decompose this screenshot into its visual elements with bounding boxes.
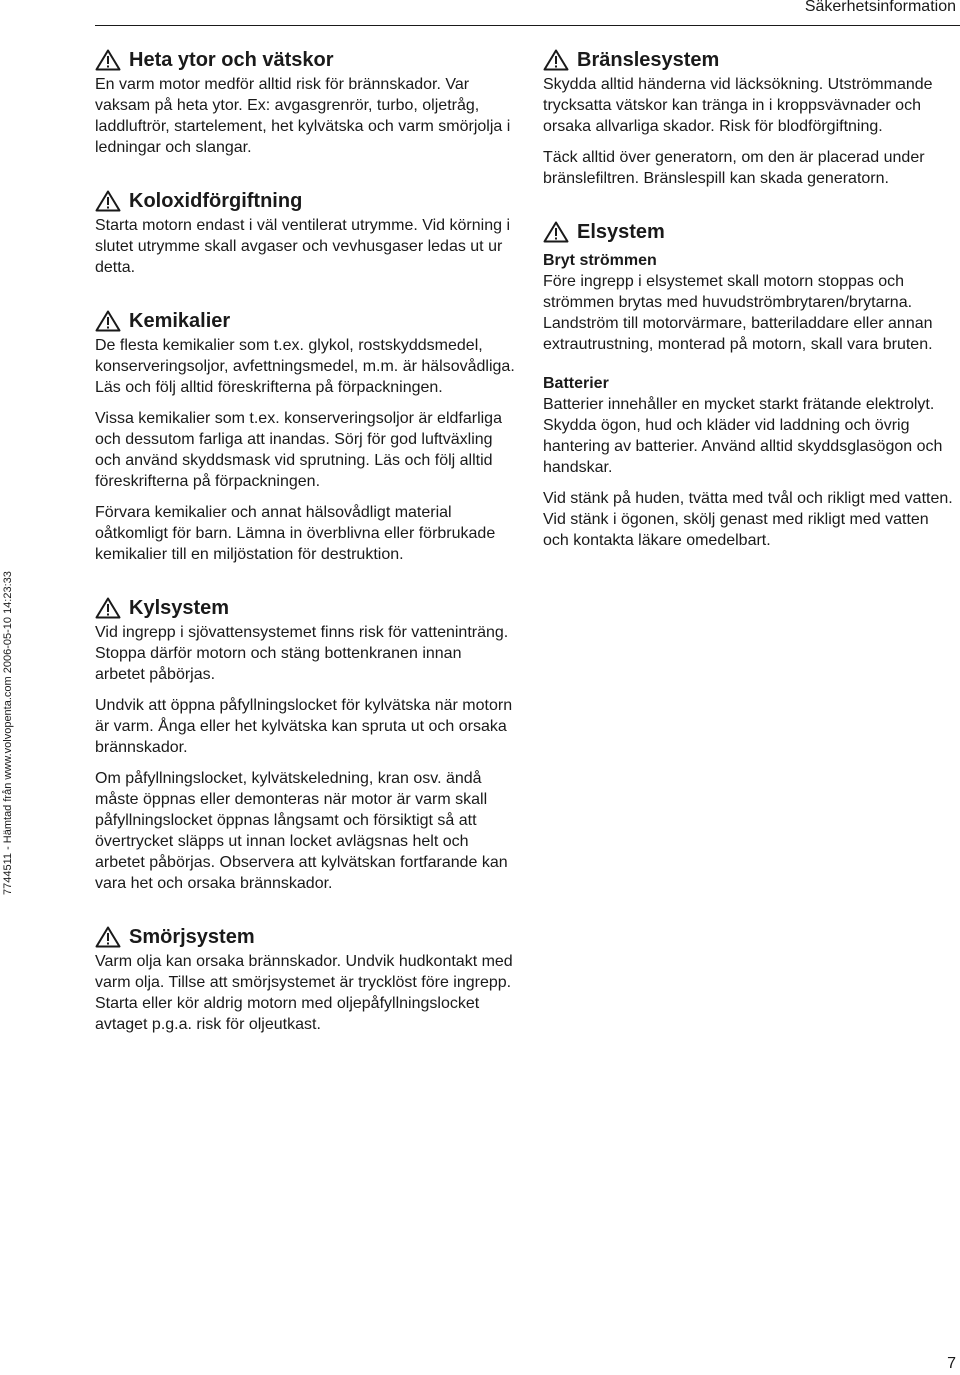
section-electrical-system (543, 220, 958, 551)
section-paragraph: En varm motor medför alltid risk för brännskador. Var vaksam på heta ytor. Ex: avgasgrenrör, turbo, oljetråg, laddluftrör, startelement, het kylvätska och varm smörjolja i ledningar och slangar. (95, 76, 511, 156)
section-title: Bränslesystem (577, 49, 720, 71)
section-chemicals (95, 309, 515, 565)
section-paragraph: Vid stänk på huden, tvätta med tvål och rikligt med vatten. Vid stänk i ögonen, skölj genast med rikligt med vatten och kontakta läkare omedelbart. (543, 490, 953, 549)
section-heading (95, 309, 515, 333)
section-lubrication-system (95, 925, 515, 1035)
section-paragraph: Om påfyllningslocket, kylvätskeledning, kran osv. ändå måste öppnas eller demonteras när motor är varm skall påfyllningslocket öppnas långsamt och försiktigt så att övertrycket släpps ut innan locket avlägsnas helt och arbetet påbörjas. Observera att kylvätskan fortfarande kan vara het och orsaka brännskador. (95, 770, 508, 892)
section-heading (95, 48, 515, 72)
section-title: Kemikalier (129, 310, 231, 332)
warning-triangle-icon (95, 926, 121, 948)
section-title: Kylsystem (129, 597, 230, 619)
warning-triangle-icon (95, 597, 121, 619)
left-column (95, 48, 515, 1066)
section-title: Elsystem (577, 221, 665, 243)
section-heading (543, 220, 958, 244)
section-paragraph: Före ingrepp i elsystemet skall motorn stoppas och strömmen brytas med huvudströmbrytaren/brytarna. Landström till motorvärmare, batteriladdare eller annan extrautrustning, monterad på motorn, skall vara bruten. (543, 273, 933, 353)
section-paragraph: De flesta kemikalier som t.ex. glykol, rostskyddsmedel, konserveringsoljor, avfettningsmedel, m.m. är hälsovådliga. Läs och följ alltid föreskrifterna på förpackningen. (95, 337, 515, 396)
right-column (543, 48, 958, 582)
warning-triangle-icon (95, 49, 121, 71)
section-fuel-system (543, 48, 958, 189)
page-number: 7 (947, 1355, 956, 1372)
warning-triangle-icon (543, 49, 569, 71)
warning-triangle-icon (543, 221, 569, 243)
section-heading (95, 925, 515, 949)
section-paragraph: Batterier innehåller en mycket starkt frätande elektrolyt. Skydda ögon, hud och kläder vid laddning och övrig hantering av batterier. Använd alltid skyddsglasögon och handskar. (543, 396, 943, 476)
warning-triangle-icon (95, 190, 121, 212)
subsection-heading-power-off: Bryt strömmen (543, 252, 657, 269)
header-divider (95, 25, 960, 26)
section-title: Smörjsystem (129, 926, 255, 948)
section-paragraph: Förvara kemikalier och annat hälsovådligt material oåtkomligt för barn. Lämna in överblivna eller förbrukade kemikalier till en miljöstation för destruktion. (95, 504, 496, 563)
side-download-note: 7744511 - Hämtad från www.volvopenta.com 2006-05-10 14:23:33 (2, 571, 14, 895)
section-paragraph: Skydda alltid händerna vid läcksökning. Utströmmande trycksatta vätskor kan tränga in i kroppsvävnader och orsaka allvarliga skador. Risk för blodförgiftning. (543, 76, 933, 135)
section-title: Heta ytor och vätskor (129, 49, 334, 71)
section-paragraph: Starta motorn endast i väl ventilerat utrymme. Vid körning i slutet utrymme skall avgaser och vevhusgaser ledas ut ur detta. (95, 217, 510, 276)
section-cooling-system (95, 596, 515, 894)
section-heading (95, 189, 515, 213)
section-paragraph: Täck alltid över generatorn, om den är placerad under bränslefiltren. Bränslespill kan skada generatorn. (543, 149, 925, 187)
section-paragraph: Varm olja kan orsaka brännskador. Undvik hudkontakt med varm olja. Tillse att smörjsystemet är trycklöst före ingrepp. Starta eller kör aldrig motorn med oljepåfyllningslocket avtaget p.g.a. risk för oljeutkast. (95, 953, 513, 1033)
section-paragraph: Undvik att öppna påfyllningslocket för kylvätska när motorn är varm. Ånga eller het kylvätska kan spruta ut och orsaka brännskador. (95, 697, 513, 756)
subsection-heading-batteries: Batterier (543, 375, 609, 392)
section-heading (543, 48, 958, 72)
section-heading (95, 596, 515, 620)
section-hot-surfaces (95, 48, 515, 158)
section-paragraph: Vid ingrepp i sjövattensystemet finns risk för vatteninträng. Stoppa därför motorn och stäng bottenkranen innan arbetet påbörjas. (95, 624, 509, 683)
warning-triangle-icon (95, 310, 121, 332)
header-title: Säkerhetsinformation (804, 0, 956, 15)
section-title: Koloxidförgiftning (129, 190, 303, 212)
section-carbon-monoxide (95, 189, 515, 278)
section-paragraph: Vissa kemikalier som t.ex. konserveringsoljor är eldfarliga och dessutom farliga att inandas. Sörj för god luftväxling och använd skyddsmask vid sprutning. Läs och följ alltid föreskrifterna på förpackningen. (95, 410, 502, 490)
